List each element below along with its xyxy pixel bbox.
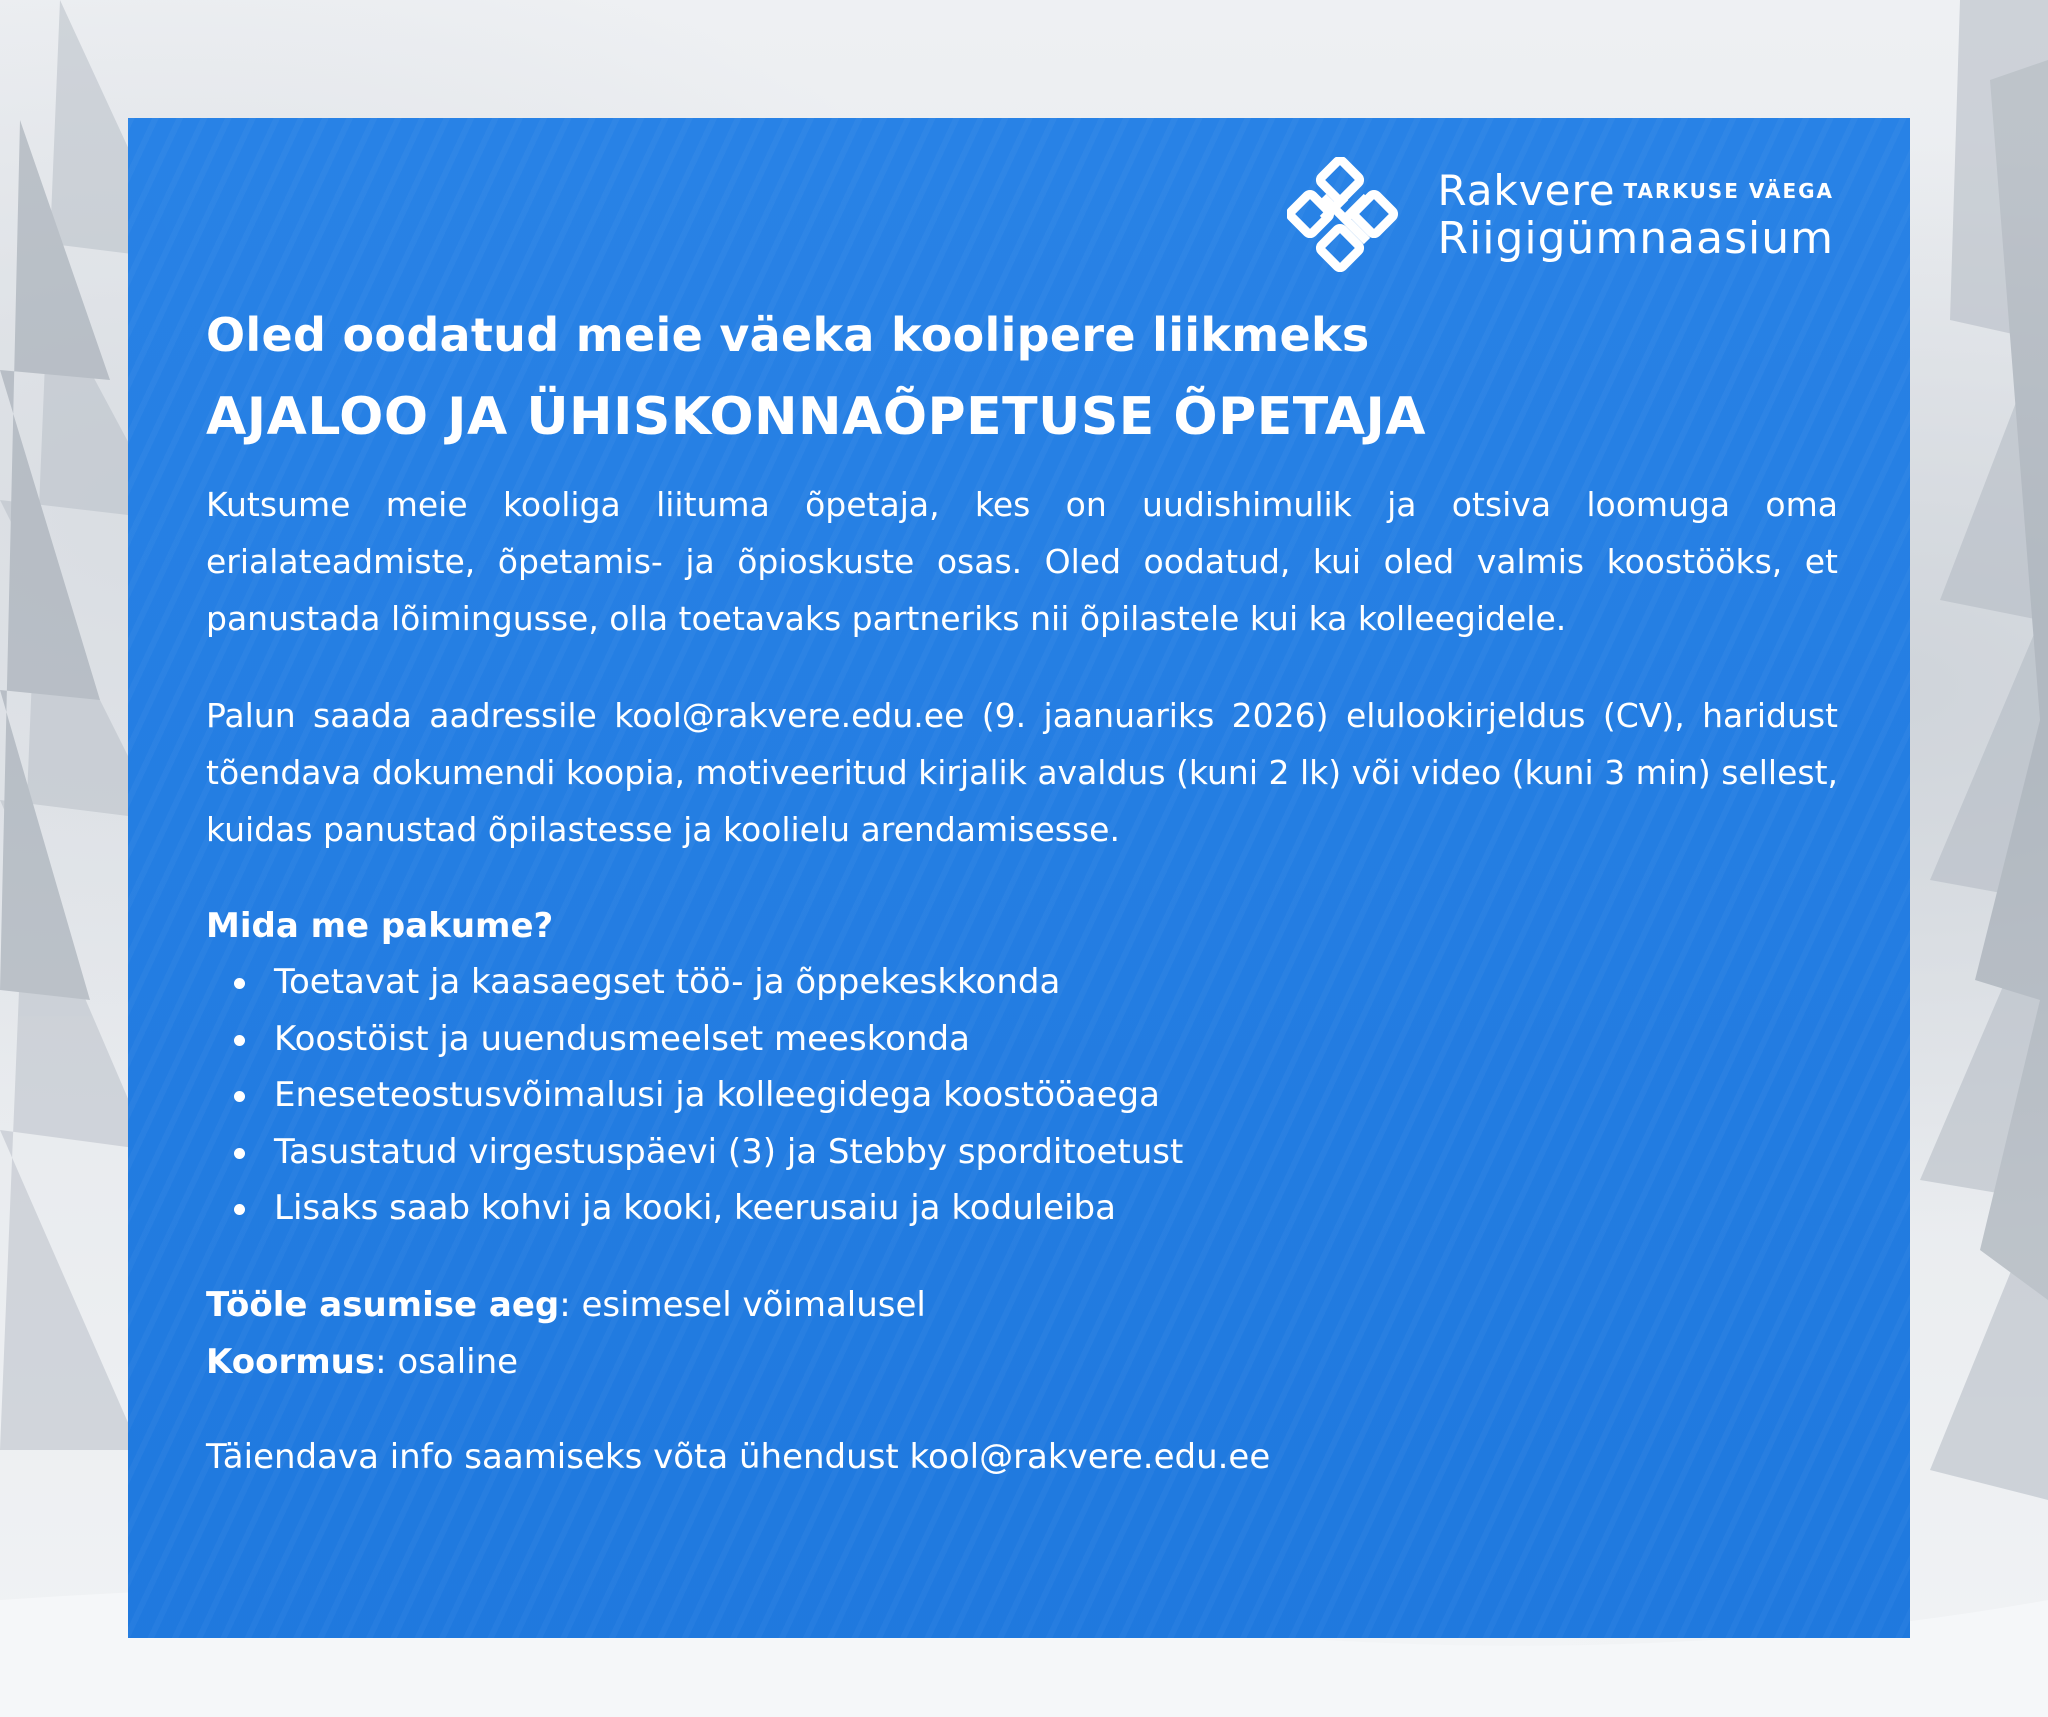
offers-list: [206, 954, 1838, 1237]
list-item-text: Tasustatud virgestuspäevi (3) ja Stebby sporditoetust: [274, 1131, 1184, 1172]
position-title: AJALOO JA ÜHISKONNAÕPETUSE ÕPETAJA: [206, 387, 1427, 447]
intro-paragraph: Kutsume meie kooliga liituma õpetaja, kes on uudishimulik ja otsiva loomuga oma erialateadmiste, õpetamis- ja õpioskuste osas. Oled oodatud, kui oled valmis koostööks, et panustada lõimingusse, olla toetavaks partneriks nii õpilastele kui ka kolleegidele.: [206, 485, 1838, 638]
bullet-icon: [234, 1091, 245, 1102]
school-logo-icon: [1287, 157, 1403, 273]
bullet-icon: [234, 1148, 245, 1159]
list-item: [206, 1011, 1838, 1068]
list-item: [206, 1067, 1838, 1124]
bullet-icon: [234, 1204, 245, 1215]
list-item-text: Eneseteostusvõimalusi ja kolleegidega koostööaega: [274, 1075, 1160, 1115]
job-posting-panel: [128, 118, 1910, 1638]
start-time-label: Tööle asumise aeg: [206, 1284, 560, 1325]
school-logo: [1287, 152, 1834, 278]
start-time-value: : esimesel võimalusel: [559, 1284, 926, 1325]
application-paragraph: Palun saada aadressile kool@rakvere.edu.ee (9. jaanuariks 2026) elulookirjeldus (CV), haridust tõendava dokumendi koopia, motiveeritud kirjalik avaldus (kuni 2 lk) või video (kuni 3 min) sellest, kuidas panustad õpilastesse ja koolielu arendamisesse.: [206, 696, 1838, 849]
list-item: [206, 954, 1838, 1011]
school-logo-text: [1437, 167, 1834, 263]
school-tagline: TARKUSE VÄEGA: [1623, 179, 1834, 203]
bullet-icon: [234, 1035, 245, 1046]
workload-value: : osaline: [375, 1341, 519, 1382]
contact-info: Täiendava info saamiseks võta ühendust kool@rakvere.edu.ee: [206, 1436, 1271, 1477]
list-item: [206, 1180, 1838, 1237]
list-item: [206, 1124, 1838, 1181]
school-name-line1: Rakvere: [1437, 166, 1616, 215]
offers-heading: Mida me pakume?: [206, 906, 554, 946]
bullet-icon: [234, 978, 245, 989]
school-name-line2: Riigigümnaasium: [1437, 213, 1834, 264]
start-time-row: [206, 1277, 1838, 1334]
workload-row: [206, 1334, 1838, 1391]
welcome-heading: Oled oodatud meie väeka koolipere liikmeks: [206, 308, 1370, 362]
list-item-text: Koostöist ja uuendusmeelset meeskonda: [274, 1018, 970, 1059]
list-item-text: Lisaks saab kohvi ja kooki, keerusaiu ja koduleiba: [274, 1188, 1116, 1228]
posting-content: [206, 304, 1838, 1486]
list-item-text: Toetavat ja kaasaegset töö- ja õppekeskkonda: [274, 962, 1061, 1002]
job-details: [206, 1277, 1838, 1391]
workload-label: Koormus: [206, 1341, 376, 1382]
